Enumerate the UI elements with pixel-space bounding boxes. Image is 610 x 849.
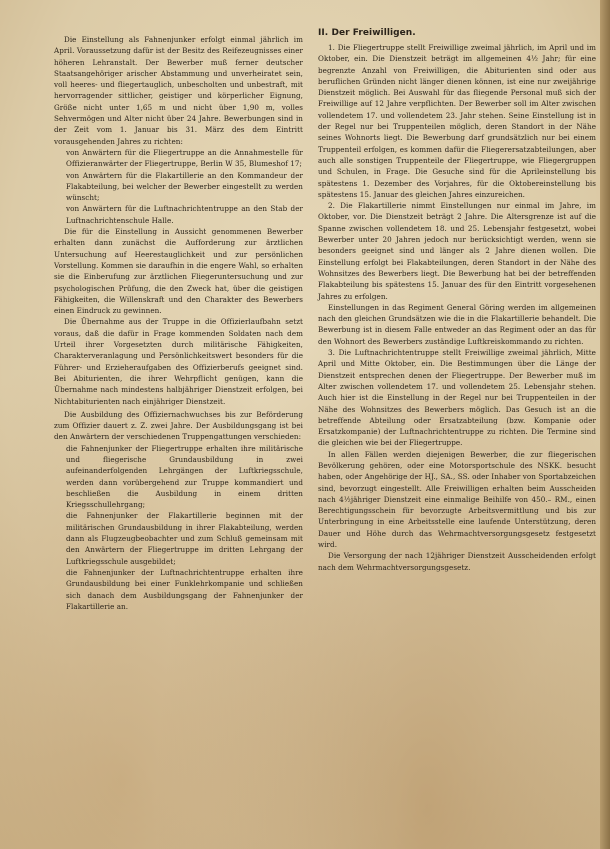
paragraph-uebernahme: Die Übernahme aus der Truppe in die Offizierlaufbahn setzt voraus, daß die dafür in Frage kommenden Soldaten nach dem Urteil ihrer Vorgesetzten durch militärische Fähigkeiten, Charakterveranlagung und Persönlichkeitswert besonders für die Führer- und Erzieheraufgaben des Offizierberufs geeignet sind. Bei Abiturienten, die ihrer Wehrpflicht genügen, kann die Übernahme nach mindestens halbjähriger Dienstzeit erfolgen, bei Nichtabiturienten nach einjähriger Dienstzeit. (54, 317, 303, 406)
bewerbung-list (54, 147, 303, 226)
left-column (54, 34, 303, 612)
right-column (318, 27, 596, 573)
paragraph-fahnenjunker-einstellung: Die Einstellung als Fahnenjunker erfolgt einmal jährlich im April. Voraussetzung dafür ist der Besitz des Reifezeugnisses einer höheren Lehranstalt. Der Bewerber muß ferner deutscher Staatsangehöriger arischer Abstammung und unverheiratet sein, voll heeres- und fliegertauglich, unbescholten und unbestraft, mit hervorragender sittlicher, geistiger und körperlicher Eignung, Größe nicht unter 1,65 m und nicht über 1,90 m, volles Sehvermögen und Alter nicht über 24 Jahre. Bewerbungen sind in der Zeit vom 1. Januar bis 31. März des dem Eintritt vorausgehenden Jahres zu richten: (54, 35, 303, 146)
ausbildung-list (54, 443, 303, 612)
section-heading: II. Der Freiwilligen. (318, 28, 416, 38)
list-item: von Anwärtern für die Fliegertruppe an die Annahmestelle für Offizieranwärter der Fliegertruppe, Berlin W 35, Blumeshof 17; (66, 147, 303, 169)
list-item: von Anwärtern für die Luftnachrichtentruppe an den Stab der Luftnachrichtenschule Halle. (66, 204, 303, 225)
paragraph-versorgung: Die Versorgung der nach 12jähriger Dienstzeit Ausscheidenden erfolgt nach dem Wehrmachtversorgungsgesetz. (318, 551, 596, 572)
paragraph-regiment-goering: Einstellungen in das Regiment General Göring werden im allgemeinen nach den gleichen Grundsätzen wie die in die Flakartillerie behandelt. Die Bewerbung ist in diesem Falle entweder an das Regiment oder an das für den Wohnort des Bewerbers zuständige Luftkreiskommando zu richten. (318, 302, 596, 346)
paragraph-luftnachrichtentruppe: 3. Die Luftnachrichtentruppe stellt Freiwillige zweimal jährlich, Mitte April und Mitte Oktober, ein. Die Bestimmungen über die Länge der Dienstzeit entsprechen denen der Fliegertruppe. Der Bewerber muß im Alter zwischen vollendetem 17. und vollendetem 25. Lebensjahr stehen. Auch hier ist die Einstellung in der Regel nur bei Truppenteilen in der Nähe des Wohnsitzes des Bewerbers möglich. Das Gesuch ist an die betreffende Abteilung oder Ersatzabteilung (bzw. Kompanie oder Ersatzkompanie) der Luftnachrichtentruppe zu richten. Die Termine sind die gleichen wie bei der Fliegertruppe. (318, 348, 596, 448)
paragraph-ausbildung: Die Ausbildung des Offiziernachwuchses bis zur Beförderung zum Offizier dauert z. Z. zwei Jahre. Der Ausbildungsgang ist bei den Anwärtern der verschiedenen Truppengattungen verschieden: (54, 409, 303, 442)
paragraph-untersuchung: Die für die Einstellung in Aussicht genommenen Bewerber erhalten dann zunächst die Aufforderung zur ärztlichen Untersuchung auf Heerestauglichkeit und zur persönlichen Vorstellung. Kommen sie daraufhin in die engere Wahl, so erhalten sie die Einberufung zur ärztlichen Fliegeruntersuchung und zur psychologischen Prüfung, die den Zweck hat, über die geistigen Fähigkeiten, die Willenskraft und den Charakter des Bewerbers einen Eindruck zu gewinnen. (54, 227, 303, 316)
list-item: von Anwärtern für die Flakartillerie an den Kommandeur der Flakabteilung, bei welcher der Bewerber eingestellt zu werden wünscht; (66, 170, 303, 203)
page-fold-edge (600, 0, 610, 849)
paragraph-flakartillerie: 2. Die Flakartillerie nimmt Einstellungen nur einmal im Jahre, im Oktober, vor. Die Dienstzeit beträgt 2 Jahre. Die Altersgrenze ist auf die Spanne zwischen vollendetem 18. und 25. Lebensjahr festgesetzt, wobei Bewerber unter 20 Jahren jedoch nur berücksichtigt werden, wenn sie besonders geeignet sind und länger als 2 Jahre dienen wollen. Die Einstellung erfolgt bei Flakabteilungen, deren Standort in der Nähe des Wohnsitzes des Bewerbers liegt. Die Bewerbung hat bei der betreffenden Flakabteilung bis spätestens 15. Januar des für den Eintritt vorgesehenen Jahres zu erfolgen. (318, 201, 596, 301)
list-item: die Fahnenjunker der Luftnachrichtentruppe erhalten ihre Grundausbildung bei einer Funklehrkompanie und schließen sich danach dem Ausbildungsgang der Fahnenjunker der Flakartillerie an. (66, 567, 303, 611)
paragraph-fliegertruppe: 1. Die Fliegertruppe stellt Freiwillige zweimal jährlich, im April und im Oktober, ein. Die Dienstzeit beträgt im allgemeinen 4½ Jahr; für eine begrenzte Anzahl von Freiwilligen, die Abiturienten sind oder aus beruflichen Gründen nicht länger dienen können, ist eine nur zweijährige Dienstzeit möglich. Bei Auswahl für das fliegende Personal muß sich der Freiwillige auf 12 Jahre verpflichten. Der Bewerber soll im Alter zwischen vollendetem 17. und vollendetem 23. Jahr stehen. Seine Einstellung ist in der Regel nur bei Truppenteilen möglich, deren Standort in der Nähe seines Wohnorts liegt. Die Bewerbung darf grundsätzlich nur bei einem Truppenteil erfolgen, es kommen dafür die Fliegerersatzabteilungen, aber auch alle sonstigen Truppenteile der Fliegertruppe, wie Fliegergruppen und Schulen, in Frage. Die Gesuche sind für die Aprileinstellung bis spätestens 1. Dezember des Vorjahres, für die Oktobereinstellung bis spätestens 15. Januar des gleichen Jahres einzureichen. (318, 43, 596, 199)
list-item: die Fahnenjunker der Fliegertruppe erhalten ihre militärische und fliegerische Grundausbildung in zwei aufeinanderfolgenden Lehrgängen der Luftkriegsschule, werden dann vorübergehend zur Truppe kommandiert und beschließen die Ausbildung in einem dritten Kriegsschullehrgang; (66, 443, 303, 510)
paragraph-bevorzugung: In allen Fällen werden diejenigen Bewerber, die zur fliegerischen Bevölkerung gehören, oder eine Motorsportschule des NSKK. besucht haben, oder Angehörige der HJ., SA., SS. oder Inhaber von Sportabzeichen sind, bevorzugt eingestellt. Alle Freiwilligen erhalten beim Ausscheiden nach 4½jähriger Dienstzeit eine einmalige Beihilfe von 450.– RM., einen Berechtigungsschein für bevorzugte Arbeitsvermittlung und bis zur Unterbringung in eine Arbeitsstelle eine laufende Unterstützung, deren Dauer und Höhe durch das Wehrmachtversorgungsgesetz festgesetzt wird. (318, 449, 596, 550)
list-item: die Fahnenjunker der Flakartillerie beginnen mit der militärischen Grundausbildung in ihrer Flakabteilung, werden dann als Flugzeugbeobachter und zum Schluß gemeinsam mit den Anwärtern der Fliegertruppe im dritten Lehrgang der Luftkriegsschule ausgebildet; (66, 511, 303, 566)
